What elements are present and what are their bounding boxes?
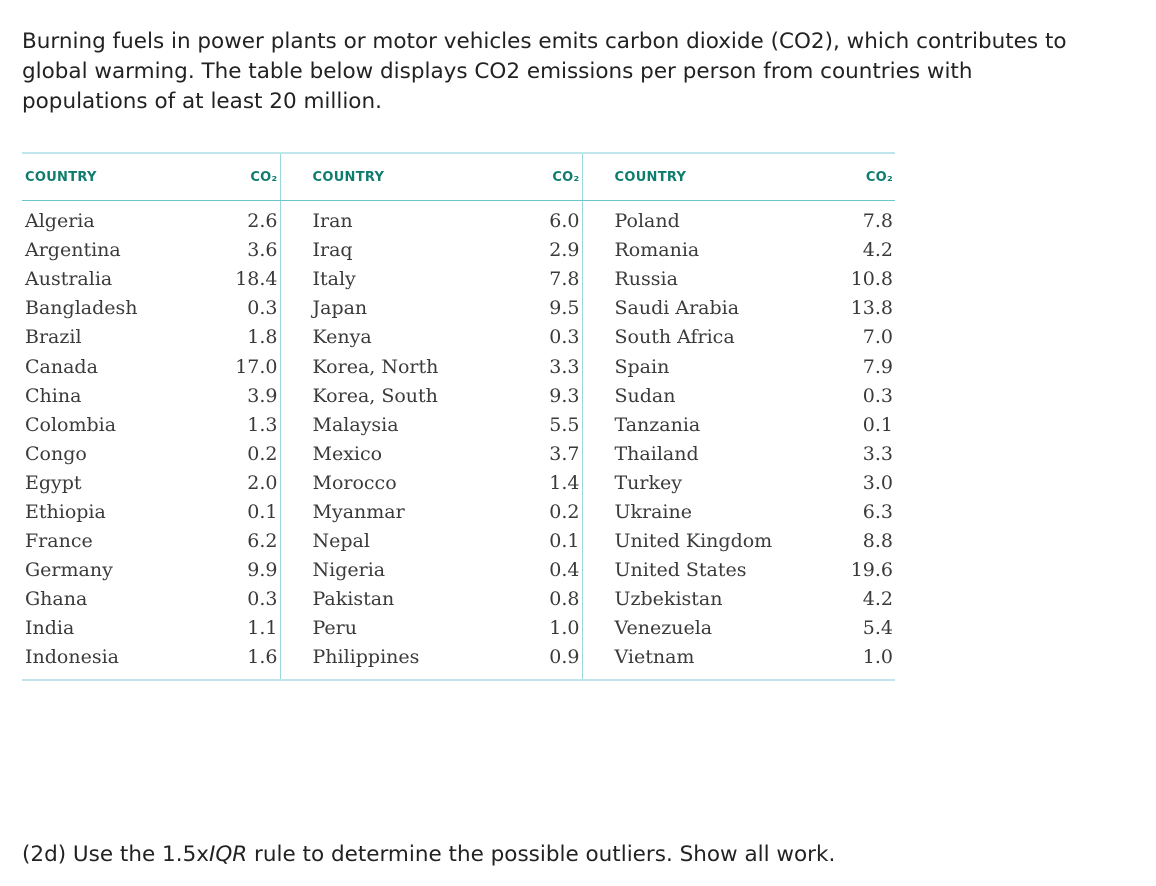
country-cell: Colombia (25, 413, 117, 436)
co2-value-cell: 10.8 (850, 268, 893, 291)
co2-value-cell: 1.3 (247, 413, 278, 436)
country-cell: Saudi Arabia (582, 294, 782, 323)
co2-value-cell: 0.3 (862, 384, 893, 407)
country-cell: Russia (582, 265, 782, 294)
question-text (22, 842, 835, 867)
country-cell: Egypt (25, 471, 82, 494)
co2-value-cell: 3.3 (549, 355, 580, 378)
country-header: COUNTRY (22, 153, 160, 201)
country-cell: Japan (280, 294, 456, 323)
country-cell: Romania (582, 236, 782, 265)
question-prefix: (2d) Use the 1.5x (22, 842, 209, 867)
question-suffix: rule to determine the possible outliers. Show all work. (247, 842, 836, 867)
table-row (22, 382, 895, 411)
co2-value-cell: 7.8 (862, 210, 893, 233)
table-row (22, 585, 895, 614)
table-row (22, 323, 895, 352)
co2-value-cell: 8.8 (862, 530, 893, 553)
country-cell: Mexico (280, 440, 456, 469)
country-cell: Morocco (280, 469, 456, 498)
country-cell: Poland (582, 201, 782, 237)
co2-value-cell: 6.2 (247, 530, 278, 553)
co2-value-cell: 0.2 (247, 442, 278, 465)
co2-value-cell: 6.3 (862, 500, 893, 523)
country-cell: Korea, North (280, 352, 456, 381)
country-cell: Nigeria (280, 556, 456, 585)
question-iqr: IQR (208, 842, 248, 867)
co2-value-cell: 3.9 (247, 384, 278, 407)
country-cell: Congo (25, 442, 87, 465)
country-cell: Sudan (582, 382, 782, 411)
co2-value-cell: 7.8 (549, 268, 580, 291)
co2-value-cell: 1.0 (549, 617, 580, 640)
table-row (22, 643, 895, 679)
co2-value-cell: 13.8 (850, 297, 893, 320)
country-cell: Canada (25, 355, 98, 378)
country-cell: Australia (25, 268, 113, 291)
co2-value-cell: 3.6 (247, 239, 278, 262)
co2-value-cell: 6.0 (549, 210, 580, 233)
country-cell: Uzbekistan (582, 585, 782, 614)
country-cell: Turkey (582, 469, 782, 498)
table-row (22, 440, 895, 469)
co2-header: CO₂ (160, 153, 280, 201)
co2-value-cell: 0.3 (247, 588, 278, 611)
table-header-row (22, 153, 895, 201)
co2-value-cell: 17.0 (235, 355, 278, 378)
country-cell: China (25, 384, 82, 407)
table-row (22, 294, 895, 323)
table-row (22, 411, 895, 440)
country-cell: Nepal (280, 527, 456, 556)
country-cell: Bangladesh (25, 297, 138, 320)
table-row (22, 614, 895, 643)
table-row (22, 201, 895, 237)
co2-value-cell: 0.2 (549, 500, 580, 523)
co2-value-cell: 0.1 (862, 413, 893, 436)
co2-value-cell: 7.0 (862, 326, 893, 349)
country-cell: Thailand (582, 440, 782, 469)
country-cell: Pakistan (280, 585, 456, 614)
intro-paragraph: Burning fuels in power plants or motor vehicles emits carbon dioxide (CO2), which contributes to global warming. The table below displays CO2 emissions per person from countries with populations of at least 20 million. (22, 29, 1067, 114)
co2-value-cell: 18.4 (235, 268, 278, 291)
co2-emissions-table (22, 152, 895, 681)
co2-value-cell: 2.0 (247, 471, 278, 494)
country-cell: South Africa (582, 323, 782, 352)
country-cell: Philippines (280, 643, 456, 679)
co2-value-cell: 3.3 (862, 442, 893, 465)
country-cell: Ukraine (582, 498, 782, 527)
table-row (22, 352, 895, 381)
table-row (22, 469, 895, 498)
co2-value-cell: 9.9 (247, 559, 278, 582)
country-header: COUNTRY (280, 153, 456, 201)
co2-header: CO₂ (782, 153, 895, 201)
country-cell: Germany (25, 559, 113, 582)
co2-value-cell: 3.0 (862, 471, 893, 494)
co2-value-cell: 2.9 (549, 239, 580, 262)
co2-value-cell: 1.1 (247, 617, 278, 640)
co2-value-cell: 0.3 (549, 326, 580, 349)
co2-value-cell: 1.8 (247, 326, 278, 349)
country-cell: Vietnam (582, 643, 782, 679)
co2-value-cell: 1.4 (549, 471, 580, 494)
co2-value-cell: 0.9 (456, 643, 582, 679)
country-cell: United Kingdom (582, 527, 782, 556)
country-cell: Peru (280, 614, 456, 643)
co2-value-cell: 9.3 (549, 384, 580, 407)
co2-header: CO₂ (456, 153, 582, 201)
country-cell: Myanmar (280, 498, 456, 527)
country-cell: Korea, South (280, 382, 456, 411)
co2-value-cell: 0.1 (549, 530, 580, 553)
table-body (22, 201, 895, 680)
co2-value-cell: 0.8 (549, 588, 580, 611)
co2-value-cell: 2.6 (247, 210, 278, 233)
co2-table-container (22, 152, 895, 681)
co2-value-cell: 0.3 (247, 297, 278, 320)
country-cell: Brazil (25, 326, 82, 349)
country-cell: United States (582, 556, 782, 585)
country-cell: Malaysia (280, 411, 456, 440)
table-row (22, 265, 895, 294)
co2-value-cell: 0.1 (247, 500, 278, 523)
co2-value-cell: 9.5 (549, 297, 580, 320)
co2-value-cell: 5.4 (862, 617, 893, 640)
table-row (22, 556, 895, 585)
country-cell: Ethiopia (25, 500, 106, 523)
country-cell: Italy (280, 265, 456, 294)
country-header: COUNTRY (582, 153, 782, 201)
country-cell: Venezuela (582, 614, 782, 643)
co2-value-cell: 1.0 (782, 643, 895, 679)
co2-value-cell: 3.7 (549, 442, 580, 465)
country-cell: Algeria (25, 210, 95, 233)
co2-value-cell: 0.4 (549, 559, 580, 582)
country-cell: Tanzania (582, 411, 782, 440)
table-row (22, 236, 895, 265)
country-cell: Iran (280, 201, 456, 237)
country-cell: Ghana (25, 588, 88, 611)
co2-value-cell: 19.6 (850, 559, 893, 582)
country-cell: Iraq (280, 236, 456, 265)
table-row (22, 498, 895, 527)
co2-value-cell: 4.2 (862, 239, 893, 262)
country-cell: Argentina (25, 239, 121, 262)
co2-value-cell: 7.9 (862, 355, 893, 378)
country-cell: Indonesia (22, 643, 160, 679)
table-row (22, 527, 895, 556)
co2-value-cell: 4.2 (862, 588, 893, 611)
country-cell: Spain (582, 352, 782, 381)
country-cell: France (25, 530, 93, 553)
co2-value-cell: 1.6 (160, 643, 280, 679)
country-cell: India (25, 617, 75, 640)
co2-value-cell: 5.5 (549, 413, 580, 436)
country-cell: Kenya (280, 323, 456, 352)
